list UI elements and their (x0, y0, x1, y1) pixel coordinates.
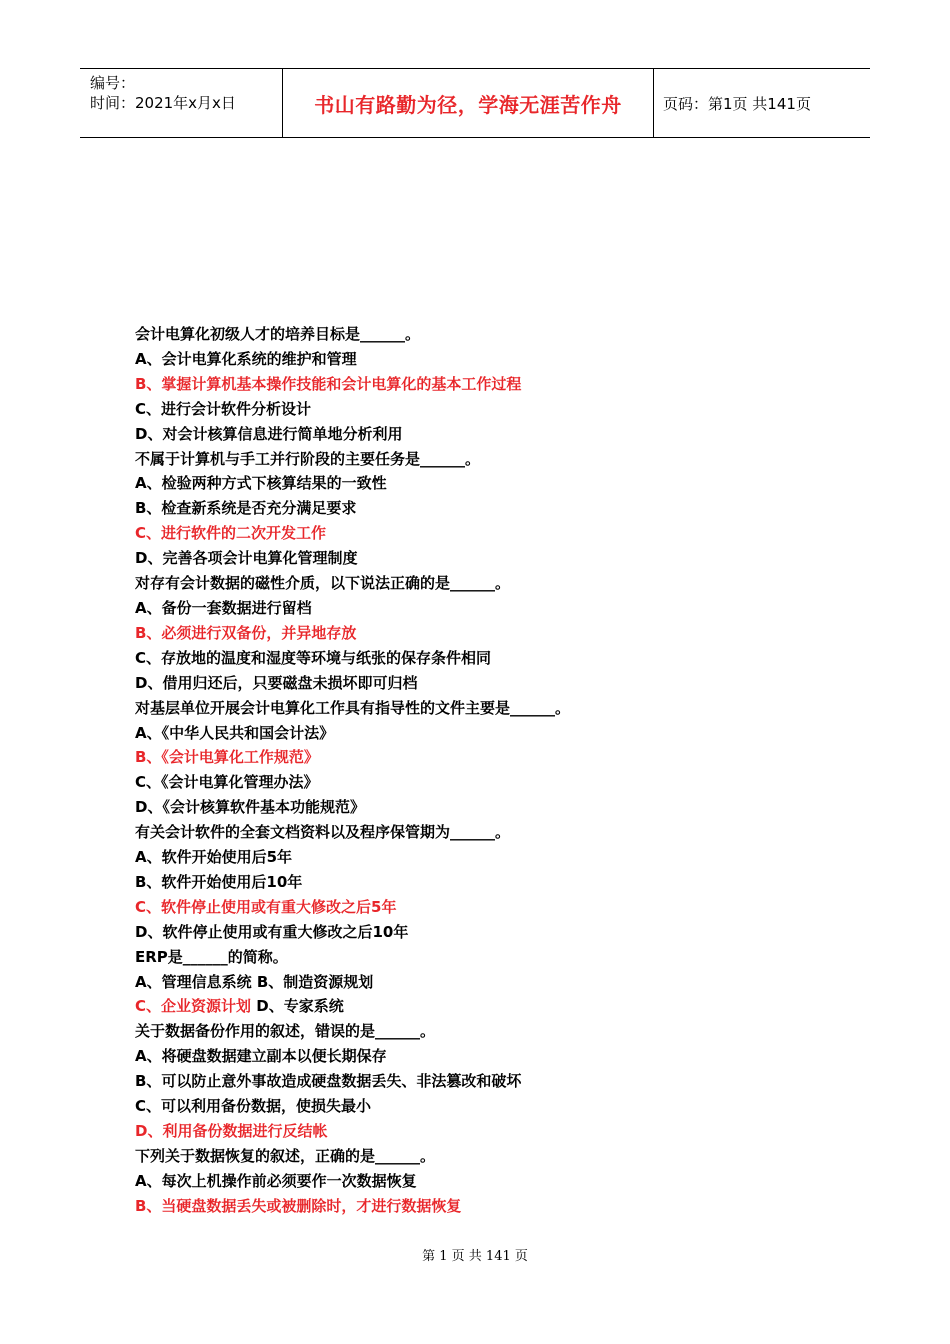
answer-option: B、检查新系统是否充分满足要求 (135, 499, 357, 518)
answer-option: D、完善各项会计电算化管理制度 (135, 549, 358, 568)
code-label: 编号： (90, 74, 136, 92)
answer-option: C、可以利用备份数据，使损失最小 (135, 1097, 372, 1116)
answer-option: C、进行会计软件分析设计 (135, 399, 312, 418)
answer-option-correct: C、软件停止使用或有重大修改之后5年 (135, 897, 397, 916)
page-header (80, 68, 870, 138)
answer-option: A、每次上机操作前必须要作一次数据恢复 (135, 1171, 417, 1190)
answer-option: A、检验两种方式下核算结果的一致性 (135, 474, 387, 493)
answer-option: D、软件停止使用或有重大修改之后10年 (135, 922, 409, 941)
question-text: ERP是______的简称。 (135, 947, 288, 966)
question-list (135, 322, 855, 1219)
answer-option: A、管理信息系统 B、制造资源规划 (135, 972, 374, 991)
answer-option: D、借用归还后，只要磁盘未损坏即可归档 (135, 673, 418, 692)
question-text: 不属于计算机与手工并行阶段的主要任务是______。 (135, 449, 481, 468)
page-footer: 第 1 页 共 141 页 (422, 1249, 528, 1264)
answer-option: A、将硬盘数据建立副本以便长期保存 (135, 1047, 387, 1066)
answer-option-line (135, 994, 855, 1019)
answer-option: C、《会计电算化管理办法》 (135, 773, 319, 792)
answer-option: D、《会计核算软件基本功能规范》 (135, 798, 365, 817)
question-text: 对基层单位开展会计电算化工作具有指导性的文件主要是______。 (135, 698, 571, 717)
answer-option-correct: B、掌握计算机基本操作技能和会计电算化的基本工作过程 (135, 374, 522, 393)
answer-option: A、备份一套数据进行留档 (135, 598, 312, 617)
answer-option: B、软件开始使用后10年 (135, 872, 303, 891)
answer-option-correct: B、当硬盘数据丢失或被删除时，才进行数据恢复 (135, 1196, 462, 1215)
answer-option-line (135, 970, 855, 995)
question-text: 会计电算化初级人才的培养目标是______。 (135, 325, 421, 343)
answer-option: C、存放地的温度和湿度等环境与纸张的保存条件相同 (135, 648, 492, 667)
header-meta (80, 69, 282, 137)
question-text: 下列关于数据恢复的叙述，正确的是______。 (135, 1146, 436, 1165)
answer-option: A、会计电算化系统的维护和管理 (135, 349, 357, 368)
question-text: 有关会计软件的全套文档资料以及程序保管期为______。 (135, 823, 511, 842)
header-page-info: 页码：第1页 共141页 (663, 94, 811, 113)
answer-option: D、对会计核算信息进行简单地分析利用 (135, 424, 403, 443)
answer-option: D、专家系统 (251, 997, 344, 1016)
answer-option-correct: B、必须进行双备份，并异地存放 (135, 623, 357, 642)
answer-option-correct: C、进行软件的二次开发工作 (135, 524, 327, 543)
question-text: 关于数据备份作用的叙述，错误的是______。 (135, 1022, 436, 1041)
time-label: 时间：2021年x月x日 (90, 94, 236, 112)
answer-option-correct: C、企业资源计划 (135, 997, 252, 1016)
question-text: 对存有会计数据的磁性介质，以下说法正确的是______。 (135, 574, 511, 593)
answer-option: A、《中华人民共和国会计法》 (135, 723, 335, 742)
answer-option: B、可以防止意外事故造成硬盘数据丢失、非法篡改和破坏 (135, 1072, 522, 1091)
answer-option-correct: B、《会计电算化工作规范》 (135, 748, 319, 767)
answer-option: A、软件开始使用后5年 (135, 848, 293, 867)
answer-option-correct: D、利用备份数据进行反结帐 (135, 1122, 328, 1140)
header-motto: 书山有路勤为径，学海无涯苦作舟 (282, 69, 654, 137)
